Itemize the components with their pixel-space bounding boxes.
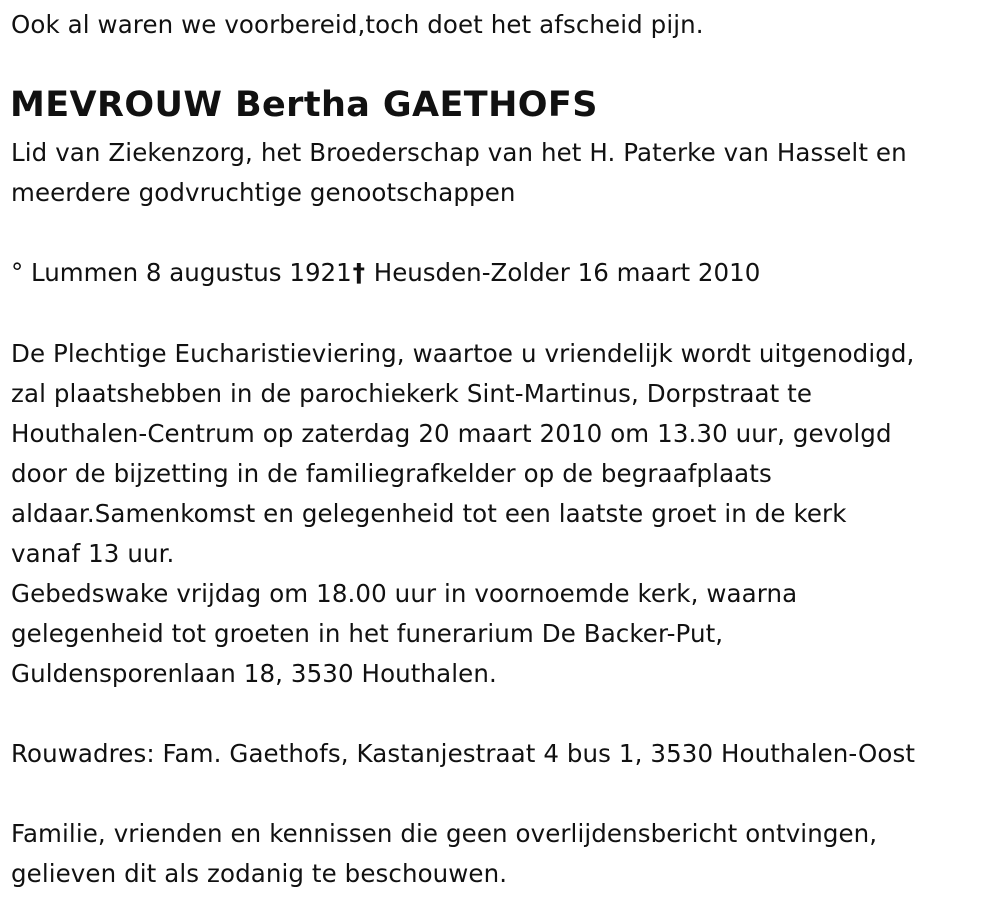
service-line-6: vanaf 13 uur. bbox=[11, 539, 175, 568]
service-line-4: door de bijzetting in de familiegrafkelder op de begraafplaats bbox=[11, 459, 772, 488]
service-line-1: De Plechtige Eucharistieviering, waartoe u vriendelijk wordt uitgenodigd, bbox=[11, 339, 915, 368]
service-line-3: Houthalen-Centrum op zaterdag 20 maart 2010 om 13.30 uur, gevolgd bbox=[11, 419, 892, 448]
closing-line-2: gelieven dit als zodanig te beschouwen. bbox=[11, 859, 508, 888]
wake-line-1: Gebedswake vrijdag om 18.00 uur in voornoemde kerk, waarna bbox=[11, 579, 798, 608]
membership-line-2: meerdere godvruchtige genootschappen bbox=[11, 178, 516, 207]
death-cross-icon: † bbox=[352, 258, 365, 287]
mourning-address: Rouwadres: Fam. Gaethofs, Kastanjestraat 4 bus 1, 3530 Houthalen-Oost bbox=[11, 739, 916, 768]
service-line-2: zal plaatshebben in de parochiekerk Sint-Martinus, Dorpstraat te bbox=[11, 379, 813, 408]
birth-symbol: ° bbox=[11, 258, 24, 287]
birth-date: Lummen 8 augustus 1921 bbox=[31, 258, 352, 287]
closing-line-1: Familie, vrienden en kennissen die geen overlijdensbericht ontvingen, bbox=[11, 819, 878, 848]
intro-quote: Ook al waren we voorbereid,toch doet het afscheid pijn. bbox=[11, 10, 704, 39]
life-dates bbox=[11, 253, 760, 293]
service-line-5: aldaar.Samenkomst en gelegenheid tot een laatste groet in de kerk bbox=[11, 499, 847, 528]
deceased-name: MEVROUW Bertha GAETHOFS bbox=[10, 85, 598, 125]
wake-line-2: gelegenheid tot groeten in het funerarium De Backer-Put, bbox=[11, 619, 724, 648]
membership-line-1: Lid van Ziekenzorg, het Broederschap van het H. Paterke van Hasselt en bbox=[11, 138, 907, 167]
wake-line-3: Guldensporenlaan 18, 3530 Houthalen. bbox=[11, 659, 497, 688]
death-date: Heusden-Zolder 16 maart 2010 bbox=[373, 258, 761, 287]
